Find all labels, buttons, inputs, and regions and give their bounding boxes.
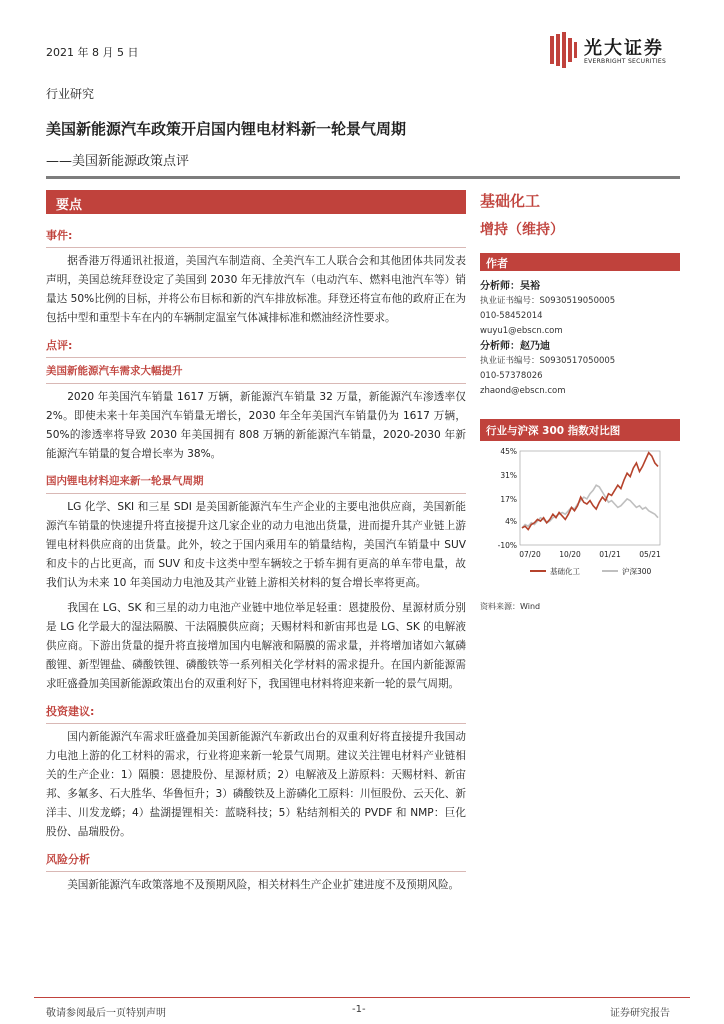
y-tick-label: 4% [505,517,517,527]
logo-english-name: EVERBRIGHT SECURITIES [584,58,667,65]
footer-divider [34,997,690,998]
x-tick-label: 01/21 [599,550,621,559]
y-tick-label: 31% [500,470,517,480]
chart-source: 资料来源：Wind [480,602,541,611]
subsection-heading-demand: 美国新能源汽车需求大幅提升 [46,365,183,377]
investment-paragraph: 国内新能源汽车需求旺盛叠加美国新能源汽车新政出台的双重利好将直接提升我国动力电池上游的化工材料的需求，行业将迎来新一轮景气周期。建议关注锂电材料产业链相关的生产企业：1）隔膜：恩捷股份、星源材质；2）电解液及上游原料：天赐材料、新宙邦、多氟多、石大胜华、华鲁恒升；3）磷酸铁及上游磷化工原料：川恒股份、云天化、新洋丰、川发龙蟒；4）盐湖提锂相关：蓝晓科技；5）粘结剂相关的 PVDF 和 NMP：巨化股份、晶瑞股份。 [46,731,466,838]
title-divider [46,176,680,179]
industry-name: 基础化工 [480,192,541,210]
legend-label: 基础化工 [550,567,580,576]
plot-frame [520,451,660,545]
sidebar [480,190,680,612]
x-tick-label: 10/20 [559,550,581,559]
section-divider [46,383,466,384]
demand-paragraph: 2020 年美国汽车销量 1617 万辆，新能源汽车销量 32 万量，新能源汽车渗透率仅 2%。即使未来十年美国汽车销量无增长，2030 年全年美国汽车销量仍为 1617 万辆，50%的渗透率将导致 2030 年美国拥有 808 万辆的新能源汽车销量，2020-2030 年新能源汽车销量的复合增长率为 38%。 [46,391,466,460]
report-category: 行业研究 [46,87,95,101]
y-tick-label: 17% [500,494,517,504]
page-number: -1- [352,1004,366,1015]
analyst-name: 分析师：赵乃迪 [480,341,550,352]
footer-disclaimer: 敬请参阅最后一页特别声明 [46,1008,166,1019]
analyst-license: 执业证书编号：S0930517050005 [480,356,616,366]
everbright-logo-icon [548,32,578,68]
report-subtitle: ——美国新能源政策点评 [46,154,190,169]
y-tick-label: -10% [497,541,517,550]
subsection-heading-cycle: 国内锂电材料迎来新一轮景气周期 [46,475,204,487]
cycle-paragraph-1: LG 化学、SKI 和三星 SDI 是美国新能源汽车生产企业的主要电池供应商，美国新能源汽车销量的快速提升将直接提升这几家企业的动力电池出货量，进而提升其产业链上游锂电材料供应商的出货量。此外，较之于国内乘用车的销量结构，美国汽车销量中 SUV 和皮卡的占比更高，而 SUV 和皮卡这类中型车辆较之于轿车拥有更高的单车带电量，故我们认为未来 10 年美国动力电池及其产业链上游相关材料的复合增长率将更高。 [46,501,466,589]
investment-heading: 投资建议: [46,705,95,718]
cycle-paragraph-2: 我国在 LG、SK 和三星的动力电池产业链中地位举足轻重：恩捷股份、星源材质分别是 LG 化学最大的湿法隔膜、干法隔膜供应商；天赐材料和新宙邦也是 LG、SK 的电解液供应商。下游出货量的提升将直接增加国内电解液和隔膜的需求量，并将增加诸如六氟磷酸锂、新型锂盐、磷酸铁锂、磷酸铁等一系列相关化学材料的需求提升。在国内新能源需求旺盛叠加美国新能源政策出台的双重利好下，我国锂电材料将迎来新一轮的景气周期。 [46,602,466,690]
author-banner: 作者 [480,253,680,271]
analyst-phone: 010-58452014 [480,311,543,321]
section-divider [46,247,466,248]
event-paragraph: 据香港万得通讯社报道，美国汽车制造商、全美汽车工人联合会和其他团体共同发表声明，美国总统拜登设定了美国到 2030 年无排放汽车（电动汽车、燃料电池汽车等）销量达 50%比例的目标，并将公布目标和新的汽车排放标准。拜登还将宣布他的政府正在为包括中型和重型卡车在内的车辆制定温室气体减排标准和燃油经济性要求。 [46,255,466,324]
series-line-csi300 [522,485,658,528]
section-divider [46,357,466,358]
x-tick-label: 05/21 [639,550,661,559]
section-divider [46,871,466,872]
risk-paragraph: 美国新能源汽车政策落地不及预期风险，相关材料生产企业扩建进度不及预期风险。 [67,879,460,891]
report-date: 2021 年 8 月 5 日 [46,46,139,59]
legend-label: 沪深300 [622,567,652,576]
analyst-name: 分析师：吴裕 [480,281,540,292]
key-points-banner [46,190,466,214]
main-content [46,224,466,895]
analyst-phone: 010-57378026 [480,371,543,381]
analyst-block [480,279,680,399]
analyst-email[interactable]: zhaond@ebscn.com [480,386,566,396]
footer-report-type: 证券研究报告 [610,1008,670,1019]
comment-heading: 点评: [46,339,73,352]
report-title: 美国新能源汽车政策开启国内锂电材料新一轮景气周期 [46,120,407,138]
chart-banner: 行业与沪深 300 指数对比图 [480,419,680,441]
industry-rating: 增持（维持） [480,222,564,238]
event-heading: 事件: [46,229,73,242]
logo-chinese-name: 光大证券 [584,38,664,59]
x-tick-label: 07/20 [519,550,541,559]
section-divider [46,493,466,494]
key-points-label: 要点 [56,198,83,213]
analyst-email[interactable]: wuyu1@ebscn.com [480,326,563,336]
comparison-chart-svg [480,445,680,595]
analyst-license: 执业证书编号：S0930519050005 [480,296,616,306]
series-line-chemical [522,453,658,530]
y-tick-label: 45% [500,447,517,456]
risk-heading: 风险分析 [46,853,90,866]
section-divider [46,723,466,724]
company-logo [548,30,708,74]
comparison-chart [480,445,680,599]
